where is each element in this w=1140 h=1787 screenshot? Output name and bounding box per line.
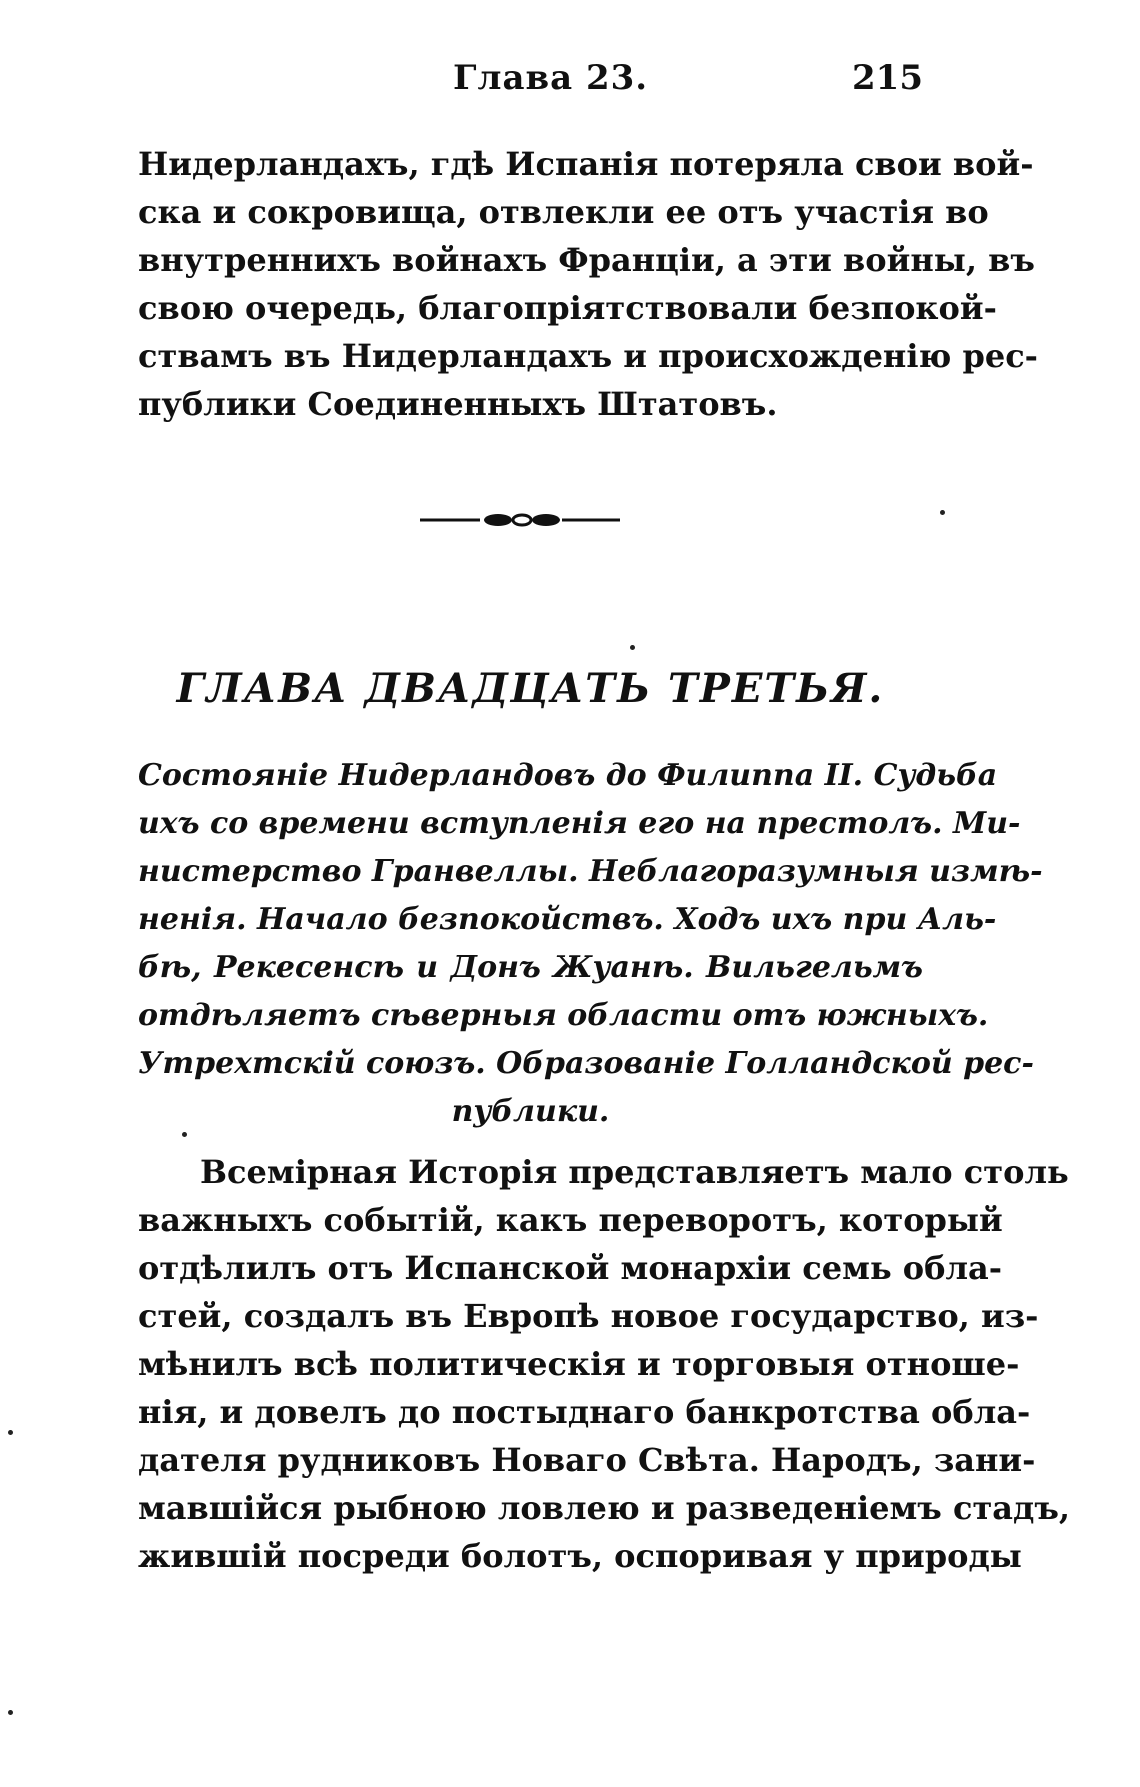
summary-line: нистерство Гранвеллы. Неблагоразумныя измѣ- [138,854,1043,889]
paragraph-line: свою очередь, благопріятствовали безпокой- [138,289,997,327]
paragraph-line: Всемірная Исторія представляетъ мало столь [200,1153,1069,1191]
body-paragraph [138,1148,1071,1580]
print-speck [940,510,945,515]
paragraph-line: важныхъ событій, какъ переворотъ, который [138,1201,1003,1239]
print-speck [182,1132,187,1137]
print-speck [8,1430,13,1435]
print-speck [630,645,635,650]
running-head-chapter: Глава 23. [453,58,649,98]
paragraph-line: публики Соединенныхъ Штатовъ. [138,385,778,423]
chapter-title: ГЛАВА ДВАДЦАТЬ ТРЕТЬЯ. [176,665,885,712]
paragraph-line: Нидерландахъ, гдѣ Испанія потеряла свои вой- [138,145,1034,183]
paragraph-line: стей, создалъ въ Европѣ новое государство, из- [138,1297,1039,1335]
paragraph-line: дателя рудниковъ Новаго Свѣта. Народъ, зани- [138,1441,1036,1479]
summary-line: отдѣляетъ сѣверныя области отъ южныхъ. [138,998,989,1033]
paragraph-line: жившій посреди болотъ, оспоривая у природы [138,1537,1022,1575]
summary-line: Состояніе Нидерландовъ до Филиппа II. Судьба [138,758,998,793]
section-divider-ornament [420,505,640,535]
summary-line: Утрехтскій союзъ. Образованіе Голландской рес- [138,1046,1034,1081]
summary-line: бѣ, Рекесенсѣ и Донъ Жуанѣ. Вильгельмъ [138,950,923,985]
paragraph-line: ска и сокровища, отвлекли ее отъ участія во [138,193,989,231]
paragraph-line: нія, и довелъ до постыднаго банкротства обла- [138,1393,1031,1431]
running-head [138,58,923,108]
top-paragraph [138,140,1038,428]
summary-line: ихъ со времени вступленія его на престолъ. Ми- [138,806,1021,841]
paragraph-line: мавшійся рыбною ловлею и разведеніемъ стадъ, [138,1489,1071,1527]
paragraph-line: мѣнилъ всѣ политическія и торговыя отноше- [138,1345,1020,1383]
paragraph-line: внутреннихъ войнахъ Франціи, а эти войны, въ [138,241,1035,279]
chapter-summary [138,752,1043,1136]
summary-line: публики. [451,1094,610,1129]
paragraph-line: отдѣлилъ отъ Испанской монархіи семь обла- [138,1249,1003,1287]
summary-line: ненія. Начало безпокойствъ. Ходъ ихъ при Аль- [138,902,997,937]
page-number: 215 [852,58,923,98]
paragraph-line: ствамъ въ Нидерландахъ и происхожденію рес- [138,337,1038,375]
print-speck [8,1710,13,1715]
